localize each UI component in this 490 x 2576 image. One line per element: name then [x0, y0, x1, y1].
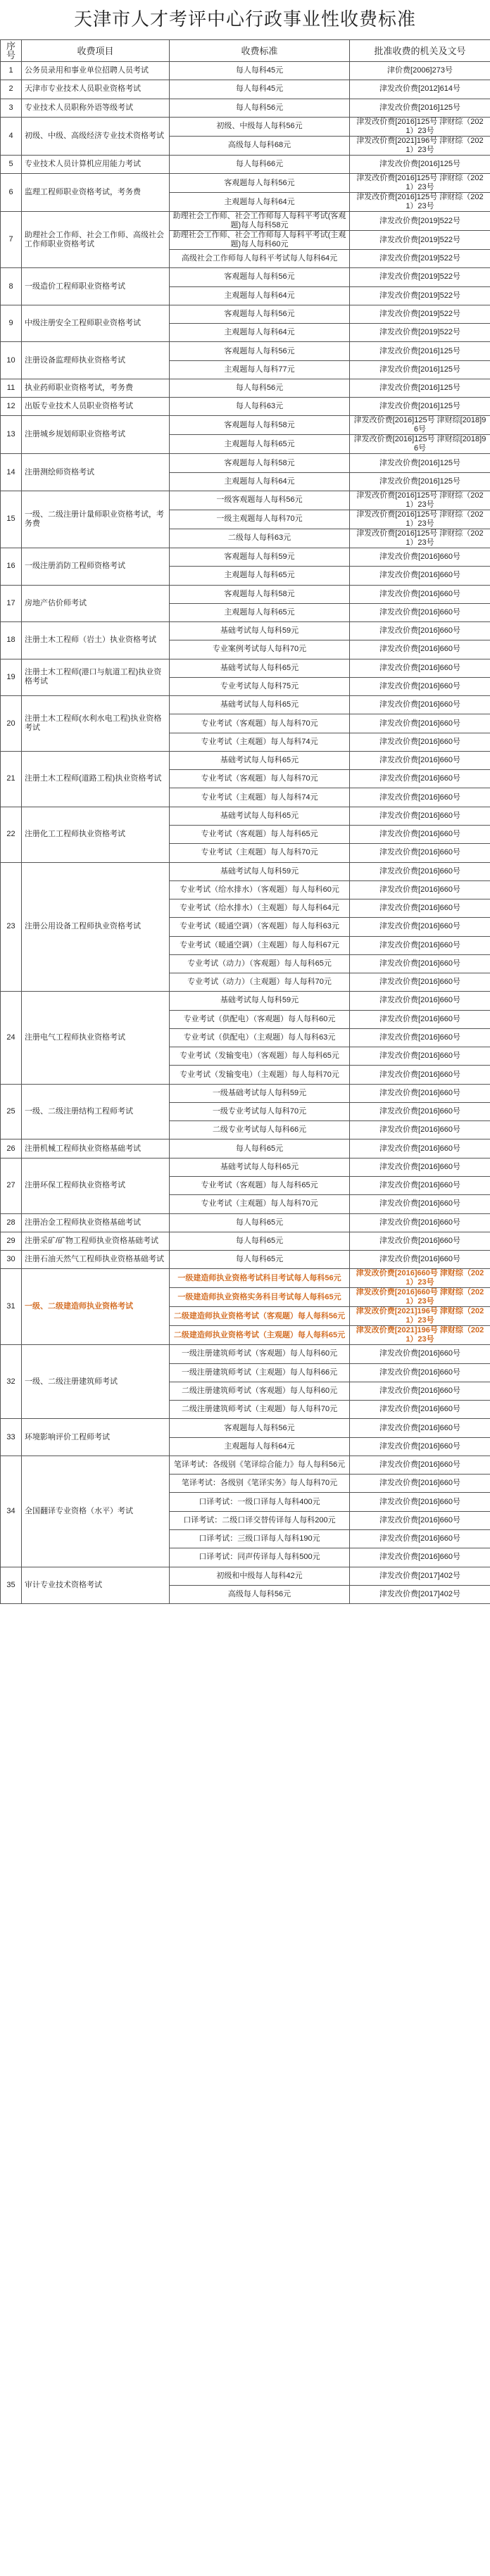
- fee-standard: 口译考试：三级口译每人每科190元: [170, 1530, 350, 1548]
- item-name: 一级、二级建造师执业资格考试: [22, 1269, 170, 1345]
- table-row: [1, 696, 490, 714]
- table-row: [1, 99, 490, 117]
- fee-standard: 每人每科65元: [170, 1232, 350, 1250]
- header-doc: 批准收费的机关及文号: [350, 40, 490, 62]
- fee-standard: 二级建造师执业资格考试（主观题）每人每科65元: [170, 1326, 350, 1345]
- fee-standard: 专业考试（动力）（主观题）每人每科70元: [170, 973, 350, 992]
- fee-standard: 每人每科45元: [170, 62, 350, 80]
- fee-standard: 高级社会工作师每人每科平考试每人每科64元: [170, 250, 350, 268]
- approval-document: 津发改价费[2016]660号: [350, 1493, 490, 1511]
- fee-standard: 专业考试（主观题）每人每科70元: [170, 1195, 350, 1213]
- fee-standard: 专业考试（动力）（客观题）每人每科65元: [170, 954, 350, 973]
- table-row: [1, 62, 490, 80]
- fee-standard: 一级主观题每人每科70元: [170, 510, 350, 529]
- item-number: 27: [1, 1158, 22, 1213]
- approval-document: 津价费[2006]273号: [350, 62, 490, 80]
- item-number: 23: [1, 862, 22, 992]
- approval-document: 津发改价费[2016]660号: [350, 899, 490, 918]
- item-name: 注册城乡规划师职业资格考试: [22, 416, 170, 454]
- approval-document: 津发改价费[2016]660号: [350, 973, 490, 992]
- fee-standard: 每人每科56元: [170, 99, 350, 117]
- item-name: 专业技术人员计算机应用能力考试: [22, 155, 170, 173]
- table-row: [1, 491, 490, 510]
- approval-document: 津发改价费[2016]660号: [350, 585, 490, 603]
- header-no: 序号: [1, 40, 22, 62]
- item-number: 26: [1, 1139, 22, 1158]
- table-row: [1, 585, 490, 603]
- approval-document: 津发改价费[2016]660号: [350, 548, 490, 566]
- item-number: 15: [1, 491, 22, 548]
- approval-document: 津发改价费[2016]660号: [350, 1213, 490, 1232]
- item-name: 注册环保工程师执业资格考试: [22, 1158, 170, 1213]
- fee-standard: 每人每科65元: [170, 1251, 350, 1269]
- table-row: [1, 659, 490, 677]
- approval-document: 津发改价费[2017]402号: [350, 1585, 490, 1603]
- fee-standard: 一级专业考试每人每科70元: [170, 1102, 350, 1120]
- approval-document: 津发改价费[2016]125号 津财综[2018]96号: [350, 435, 490, 454]
- item-name: 初级、中级、高级经济专业技术资格考试: [22, 117, 170, 155]
- approval-document: 津发改价费[2016]660号: [350, 677, 490, 695]
- table-row: [1, 548, 490, 566]
- fee-standard: 主观题每人每科64元: [170, 324, 350, 342]
- fee-standard: 笔译考试：各级别《笔译综合能力》每人每科56元: [170, 1456, 350, 1474]
- fee-standard: 口译考试：二级口译交替传译每人每科200元: [170, 1511, 350, 1529]
- approval-document: 津发改价费[2016]660号: [350, 659, 490, 677]
- approval-document: 津发改价费[2012]614号: [350, 80, 490, 99]
- table-row: [1, 268, 490, 286]
- fee-standard: 一级注册建筑师考试（主观题）每人每科66元: [170, 1363, 350, 1382]
- fee-standard: 高级每人每科56元: [170, 1585, 350, 1603]
- approval-document: 津发改价费[2016]660号 津财综（2021）23号: [350, 1288, 490, 1307]
- item-name: 注册土木工程师(道路工程)执业资格考试: [22, 751, 170, 807]
- fee-standard: 二级注册建筑师考试（主观题）每人每科70元: [170, 1401, 350, 1419]
- fee-standard: 专业考试（主观题）每人每科74元: [170, 788, 350, 807]
- item-name: 一级、二级注册建筑师考试: [22, 1345, 170, 1419]
- fee-standard: 专业案例考试每人每科70元: [170, 640, 350, 659]
- item-number: 16: [1, 548, 22, 585]
- approval-document: 津发改价费[2016]125号: [350, 379, 490, 397]
- item-name: 注册公用设备工程师执业资格考试: [22, 862, 170, 992]
- item-number: 34: [1, 1456, 22, 1567]
- fee-standard: 一级建造师执业资格考试科目考试每人每科56元: [170, 1269, 350, 1288]
- fee-standard: 客观题每人每科58元: [170, 416, 350, 435]
- item-name: 专业技术人员职称外语等级考试: [22, 99, 170, 117]
- fee-standard: 专业考试（客观题）每人每科70元: [170, 714, 350, 733]
- approval-document: 津发改价费[2019]522号: [350, 268, 490, 286]
- table-row: [1, 1084, 490, 1102]
- table-row: [1, 174, 490, 193]
- fee-standard: 一级客观题每人每科56元: [170, 491, 350, 510]
- fee-standard: 二级每人每科63元: [170, 529, 350, 548]
- item-number: 29: [1, 1232, 22, 1250]
- approval-document: 津发改价费[2016]660号: [350, 1437, 490, 1456]
- approval-document: 津发改价费[2016]660号: [350, 880, 490, 899]
- item-name: 出版专业技术人员职业资格考试: [22, 398, 170, 416]
- item-name: 注册冶金工程师执业资格基础考试: [22, 1213, 170, 1232]
- fee-standard: 专业考试（暖通空调）（主观题）每人每科67元: [170, 936, 350, 954]
- table-row: [1, 807, 490, 825]
- table-row: [1, 416, 490, 435]
- approval-document: 津发改价费[2017]402号: [350, 1567, 490, 1585]
- fee-standard: 助理社会工作师、社会工作师每人每科平考试(客观题)每人每科58元: [170, 212, 350, 231]
- item-number: 30: [1, 1251, 22, 1269]
- fee-standard: 每人每科63元: [170, 398, 350, 416]
- approval-document: 津发改价费[2019]522号: [350, 231, 490, 250]
- item-name: 注册电气工程师执业资格考试: [22, 992, 170, 1084]
- approval-document: 津发改价费[2016]660号: [350, 1511, 490, 1529]
- item-number: 4: [1, 117, 22, 155]
- item-number: 11: [1, 379, 22, 397]
- header-std: 收费标准: [170, 40, 350, 62]
- approval-document: 津发改价费[2016]660号: [350, 1382, 490, 1400]
- approval-document: 津发改价费[2016]660号: [350, 1232, 490, 1250]
- page-title: 天津市人才考评中心行政事业性收费标准: [73, 9, 416, 30]
- approval-document: 津发改价费[2016]125号 津财综（2021）23号: [350, 529, 490, 548]
- approval-document: 津发改价费[2016]125号: [350, 99, 490, 117]
- item-name: 一级、二级注册计量师职业资格考试，考务费: [22, 491, 170, 548]
- approval-document: 津发改价费[2016]660号: [350, 1251, 490, 1269]
- fee-body: [1, 62, 490, 1604]
- approval-document: 津发改价费[2016]125号 津财综（2021）23号: [350, 491, 490, 510]
- approval-document: 津发改价费[2016]660号: [350, 788, 490, 807]
- approval-document: 津发改价费[2016]660号: [350, 825, 490, 843]
- fee-standard: 基础考试每人每科65元: [170, 1158, 350, 1176]
- item-name: 注册设备监理师执业资格考试: [22, 342, 170, 379]
- approval-document: 津发改价费[2016]125号: [350, 155, 490, 173]
- item-name: 执业药师职业资格考试，考务费: [22, 379, 170, 397]
- item-name: 环境影响评价工程师考试: [22, 1419, 170, 1456]
- fee-standard: 笔译考试：各级别《笔译实务》每人每科70元: [170, 1475, 350, 1493]
- approval-document: 津发改价费[2016]660号: [350, 918, 490, 936]
- approval-document: 津发改价费[2016]125号 津财综（2021）23号: [350, 193, 490, 212]
- approval-document: 津发改价费[2019]522号: [350, 305, 490, 323]
- item-name: 注册采矿/矿物工程师执业资格基础考试: [22, 1232, 170, 1250]
- item-name: 全国翻译专业资格（水平）考试: [22, 1456, 170, 1567]
- fee-standard: 主观题每人每科64元: [170, 472, 350, 491]
- item-number: 6: [1, 174, 22, 212]
- item-name: 一级造价工程师职业资格考试: [22, 268, 170, 305]
- approval-document: 津发改价费[2016]660号 津财综（2021）23号: [350, 1269, 490, 1288]
- approval-document: 津发改价费[2019]522号: [350, 250, 490, 268]
- approval-document: 津发改价费[2016]660号: [350, 1066, 490, 1084]
- approval-document: 津发改价费[2016]660号: [350, 1028, 490, 1047]
- fee-standard: 客观题每人每科56元: [170, 268, 350, 286]
- item-number: 18: [1, 622, 22, 659]
- item-name: 审计专业技术资格考试: [22, 1567, 170, 1604]
- fee-standard: 客观题每人每科56元: [170, 174, 350, 193]
- item-number: 3: [1, 99, 22, 117]
- fee-standard: 基础考试每人每科65元: [170, 751, 350, 769]
- approval-document: 津发改价费[2016]660号: [350, 696, 490, 714]
- item-name: 注册土木工程师(水利水电工程)执业资格考试: [22, 696, 170, 752]
- approval-document: 津发改价费[2016]660号: [350, 1345, 490, 1363]
- fee-standard: 专业考试（给水排水）（主观题）每人每科64元: [170, 899, 350, 918]
- item-number: 14: [1, 454, 22, 491]
- approval-document: 津发改价费[2016]660号: [350, 807, 490, 825]
- item-number: 25: [1, 1084, 22, 1139]
- fee-standard: 二级专业考试每人每科66元: [170, 1121, 350, 1139]
- header-name: 收费项目: [22, 40, 170, 62]
- approval-document: 津发改价费[2016]660号: [350, 751, 490, 769]
- fee-standard: 专业考试（主观题）每人每科74元: [170, 733, 350, 751]
- table-row: [1, 1158, 490, 1176]
- fee-standard: 口译考试：一级口译每人每科400元: [170, 1493, 350, 1511]
- table-row: [1, 117, 490, 136]
- approval-document: 津发改价费[2016]660号: [350, 1419, 490, 1437]
- table-row: [1, 212, 490, 231]
- fee-standard: 每人每科65元: [170, 1139, 350, 1158]
- fee-standard: 主观题每人每科64元: [170, 1437, 350, 1456]
- approval-document: 津发改价费[2016]660号: [350, 714, 490, 733]
- approval-document: 津发改价费[2016]125号 津财综（2021）23号: [350, 117, 490, 136]
- fee-standard: 专业考试（暖通空调）（客观题）每人每科63元: [170, 918, 350, 936]
- approval-document: 津发改价费[2016]660号: [350, 1010, 490, 1028]
- fee-standard: 助理社会工作师、社会工作师每人每科平考试(主观题)每人每科60元: [170, 231, 350, 250]
- item-number: 2: [1, 80, 22, 99]
- fee-standard: 专业考试（客观题）每人每科65元: [170, 825, 350, 843]
- item-number: 22: [1, 807, 22, 862]
- table-row: [1, 992, 490, 1010]
- approval-document: 津发改价费[2016]125号 津财综（2021）23号: [350, 174, 490, 193]
- approval-document: 津发改价费[2016]660号: [350, 1102, 490, 1120]
- item-number: 19: [1, 659, 22, 696]
- fee-standard: 基础考试每人每科59元: [170, 622, 350, 640]
- table-row: [1, 80, 490, 99]
- item-number: 12: [1, 398, 22, 416]
- approval-document: 津发改价费[2016]660号: [350, 936, 490, 954]
- approval-document: 津发改价费[2016]660号: [350, 1084, 490, 1102]
- approval-document: 津发改价费[2016]660号: [350, 1177, 490, 1195]
- fee-standard: 专业考试（供配电）（主观题）每人每科63元: [170, 1028, 350, 1047]
- table-row: [1, 1251, 490, 1269]
- fee-standard: 专业考试（发输变电）（主观题）每人每科70元: [170, 1066, 350, 1084]
- approval-document: 津发改价费[2016]660号: [350, 567, 490, 585]
- approval-document: 津发改价费[2016]660号: [350, 1158, 490, 1176]
- item-name: 注册土木工程师（岩土）执业资格考试: [22, 622, 170, 659]
- item-name: 一级注册消防工程师资格考试: [22, 548, 170, 585]
- item-name: 助理社会工作师、社会工作师、高级社会工作师职业资格考试: [22, 212, 170, 268]
- fee-standard: 二级注册建筑师考试（客观题）每人每科60元: [170, 1382, 350, 1400]
- approval-document: 津发改价费[2016]660号: [350, 1139, 490, 1158]
- fee-standard: 基础考试每人每科65元: [170, 696, 350, 714]
- fee-standard: 每人每科45元: [170, 80, 350, 99]
- table-row: [1, 305, 490, 323]
- item-number: 24: [1, 992, 22, 1084]
- table-row: [1, 751, 490, 769]
- item-number: 10: [1, 342, 22, 379]
- item-number: 1: [1, 62, 22, 80]
- fee-standard: 专业考试（客观题）每人每科65元: [170, 1177, 350, 1195]
- fee-standard: 初级和中级每人每科42元: [170, 1567, 350, 1585]
- approval-document: 津发改价费[2021]196号 津财综（2021）23号: [350, 1326, 490, 1345]
- fee-standard: 客观题每人每科58元: [170, 454, 350, 472]
- item-name: 房地产估价师考试: [22, 585, 170, 622]
- approval-document: 津发改价费[2016]660号: [350, 1548, 490, 1567]
- item-number: 13: [1, 416, 22, 454]
- table-row: [1, 1567, 490, 1585]
- table-row: [1, 398, 490, 416]
- table-row: [1, 1232, 490, 1250]
- item-number: 8: [1, 268, 22, 305]
- table-row: [1, 379, 490, 397]
- fee-standard: 基础考试每人每科59元: [170, 862, 350, 880]
- approval-document: 津发改价费[2016]660号: [350, 992, 490, 1010]
- approval-document: 津发改价费[2016]125号: [350, 398, 490, 416]
- fee-standard: 客观题每人每科59元: [170, 548, 350, 566]
- item-name: 注册石油天然气工程师执业资格基础考试: [22, 1251, 170, 1269]
- approval-document: 津发改价费[2016]660号: [350, 1456, 490, 1474]
- item-number: 17: [1, 585, 22, 622]
- table-row: [1, 1139, 490, 1158]
- item-number: 35: [1, 1567, 22, 1604]
- approval-document: 津发改价费[2016]660号: [350, 1363, 490, 1382]
- item-name: 注册测绘师资格考试: [22, 454, 170, 491]
- approval-document: 津发改价费[2019]522号: [350, 324, 490, 342]
- approval-document: 津发改价费[2019]522号: [350, 286, 490, 305]
- fee-standard: 每人每科56元: [170, 379, 350, 397]
- fee-table: [0, 39, 490, 1604]
- table-row: [1, 1419, 490, 1437]
- fee-standard: 客观题每人每科56元: [170, 1419, 350, 1437]
- fee-standard: 每人每科66元: [170, 155, 350, 173]
- fee-standard: 口译考试：同声传译每人每科500元: [170, 1548, 350, 1567]
- item-number: 33: [1, 1419, 22, 1456]
- approval-document: 津发改价费[2016]660号: [350, 1047, 490, 1066]
- fee-standard: 主观题每人每科77元: [170, 360, 350, 379]
- item-number: 31: [1, 1269, 22, 1345]
- header-row: [1, 40, 490, 62]
- approval-document: 津发改价费[2016]660号: [350, 1195, 490, 1213]
- fee-standard: 主观题每人每科64元: [170, 286, 350, 305]
- approval-document: 津发改价费[2016]660号: [350, 1121, 490, 1139]
- fee-standard: 专业考试（发输变电）（客观题）每人每科65元: [170, 1047, 350, 1066]
- approval-document: 津发改价费[2016]660号: [350, 954, 490, 973]
- approval-document: 津发改价费[2016]660号: [350, 1475, 490, 1493]
- approval-document: 津发改价费[2016]125号: [350, 454, 490, 472]
- fee-standard: 主观题每人每科64元: [170, 193, 350, 212]
- item-name: 监理工程师职业资格考试，考务费: [22, 174, 170, 212]
- fee-standard: 一级基础考试每人每科59元: [170, 1084, 350, 1102]
- fee-standard: 客观题每人每科56元: [170, 305, 350, 323]
- fee-standard: 客观题每人每科56元: [170, 342, 350, 360]
- item-name: 注册土木工程师(港口与航道工程)执业资格考试: [22, 659, 170, 696]
- item-number: 32: [1, 1345, 22, 1419]
- fee-standard: 主观题每人每科65元: [170, 603, 350, 621]
- approval-document: 津发改价费[2021]196号 津财综（2021）23号: [350, 1307, 490, 1326]
- approval-document: 津发改价费[2016]125号: [350, 472, 490, 491]
- item-name: 注册化工工程师执业资格考试: [22, 807, 170, 862]
- table-row: [1, 622, 490, 640]
- fee-standard: 基础考试每人每科65元: [170, 659, 350, 677]
- fee-standard: 高级每人每科68元: [170, 136, 350, 155]
- table-row: [1, 862, 490, 880]
- item-number: 21: [1, 751, 22, 807]
- approval-document: 津发改价费[2016]660号: [350, 640, 490, 659]
- fee-standard: 基础考试每人每科65元: [170, 807, 350, 825]
- fee-standard: 专业考试（客观题）每人每科70元: [170, 770, 350, 788]
- item-name: 天津市专业技术人员职业资格考试: [22, 80, 170, 99]
- approval-document: 津发改价费[2016]660号: [350, 770, 490, 788]
- table-row: [1, 155, 490, 173]
- fee-standard: 一级建造师执业资格实务科目考试每人每科65元: [170, 1288, 350, 1307]
- item-number: 9: [1, 305, 22, 342]
- table-row: [1, 1456, 490, 1474]
- item-number: 5: [1, 155, 22, 173]
- item-number: 28: [1, 1213, 22, 1232]
- table-row: [1, 454, 490, 472]
- fee-standard: 基础考试每人每科59元: [170, 992, 350, 1010]
- fee-standard: 专业考试（给水排水）（客观题）每人每科60元: [170, 880, 350, 899]
- fee-standard: 每人每科65元: [170, 1213, 350, 1232]
- item-name: 公务员录用和事业单位招聘人员考试: [22, 62, 170, 80]
- item-name: 中级注册安全工程师职业资格考试: [22, 305, 170, 342]
- fee-standard: 初级、中级每人每科56元: [170, 117, 350, 136]
- approval-document: 津发改价费[2021]196号 津财综（2021）23号: [350, 136, 490, 155]
- approval-document: 津发改价费[2019]522号: [350, 212, 490, 231]
- approval-document: 津发改价费[2016]125号 津财综（2021）23号: [350, 510, 490, 529]
- fee-standard: 主观题每人每科65元: [170, 435, 350, 454]
- approval-document: 津发改价费[2016]660号: [350, 1530, 490, 1548]
- fee-standard: 专业考试（供配电）（客观题）每人每科60元: [170, 1010, 350, 1028]
- table-row: [1, 1269, 490, 1288]
- fee-standard: 专业考试（主观题）每人每科70元: [170, 844, 350, 862]
- approval-document: 津发改价费[2016]660号: [350, 622, 490, 640]
- item-name: 一级、二级注册结构工程师考试: [22, 1084, 170, 1139]
- fee-standard: 客观题每人每科58元: [170, 585, 350, 603]
- approval-document: 津发改价费[2016]125号: [350, 360, 490, 379]
- approval-document: 津发改价费[2016]660号: [350, 603, 490, 621]
- approval-document: 津发改价费[2016]125号: [350, 342, 490, 360]
- approval-document: 津发改价费[2016]660号: [350, 862, 490, 880]
- approval-document: 津发改价费[2016]125号 津财综[2018]96号: [350, 416, 490, 435]
- fee-standard: 二级建造师执业资格考试（客观题）每人每科56元: [170, 1307, 350, 1326]
- fee-standard: 专业考试每人每科75元: [170, 677, 350, 695]
- item-name: 注册机械工程师执业资格基础考试: [22, 1139, 170, 1158]
- fee-standard: 主观题每人每科65元: [170, 567, 350, 585]
- approval-document: 津发改价费[2016]660号: [350, 1401, 490, 1419]
- table-row: [1, 1213, 490, 1232]
- approval-document: 津发改价费[2016]660号: [350, 844, 490, 862]
- fee-standard: 一级注册建筑师考试（客观题）每人每科60元: [170, 1345, 350, 1363]
- table-row: [1, 342, 490, 360]
- table-row: [1, 1345, 490, 1363]
- approval-document: 津发改价费[2016]660号: [350, 733, 490, 751]
- item-number: 7: [1, 212, 22, 268]
- item-number: 20: [1, 696, 22, 752]
